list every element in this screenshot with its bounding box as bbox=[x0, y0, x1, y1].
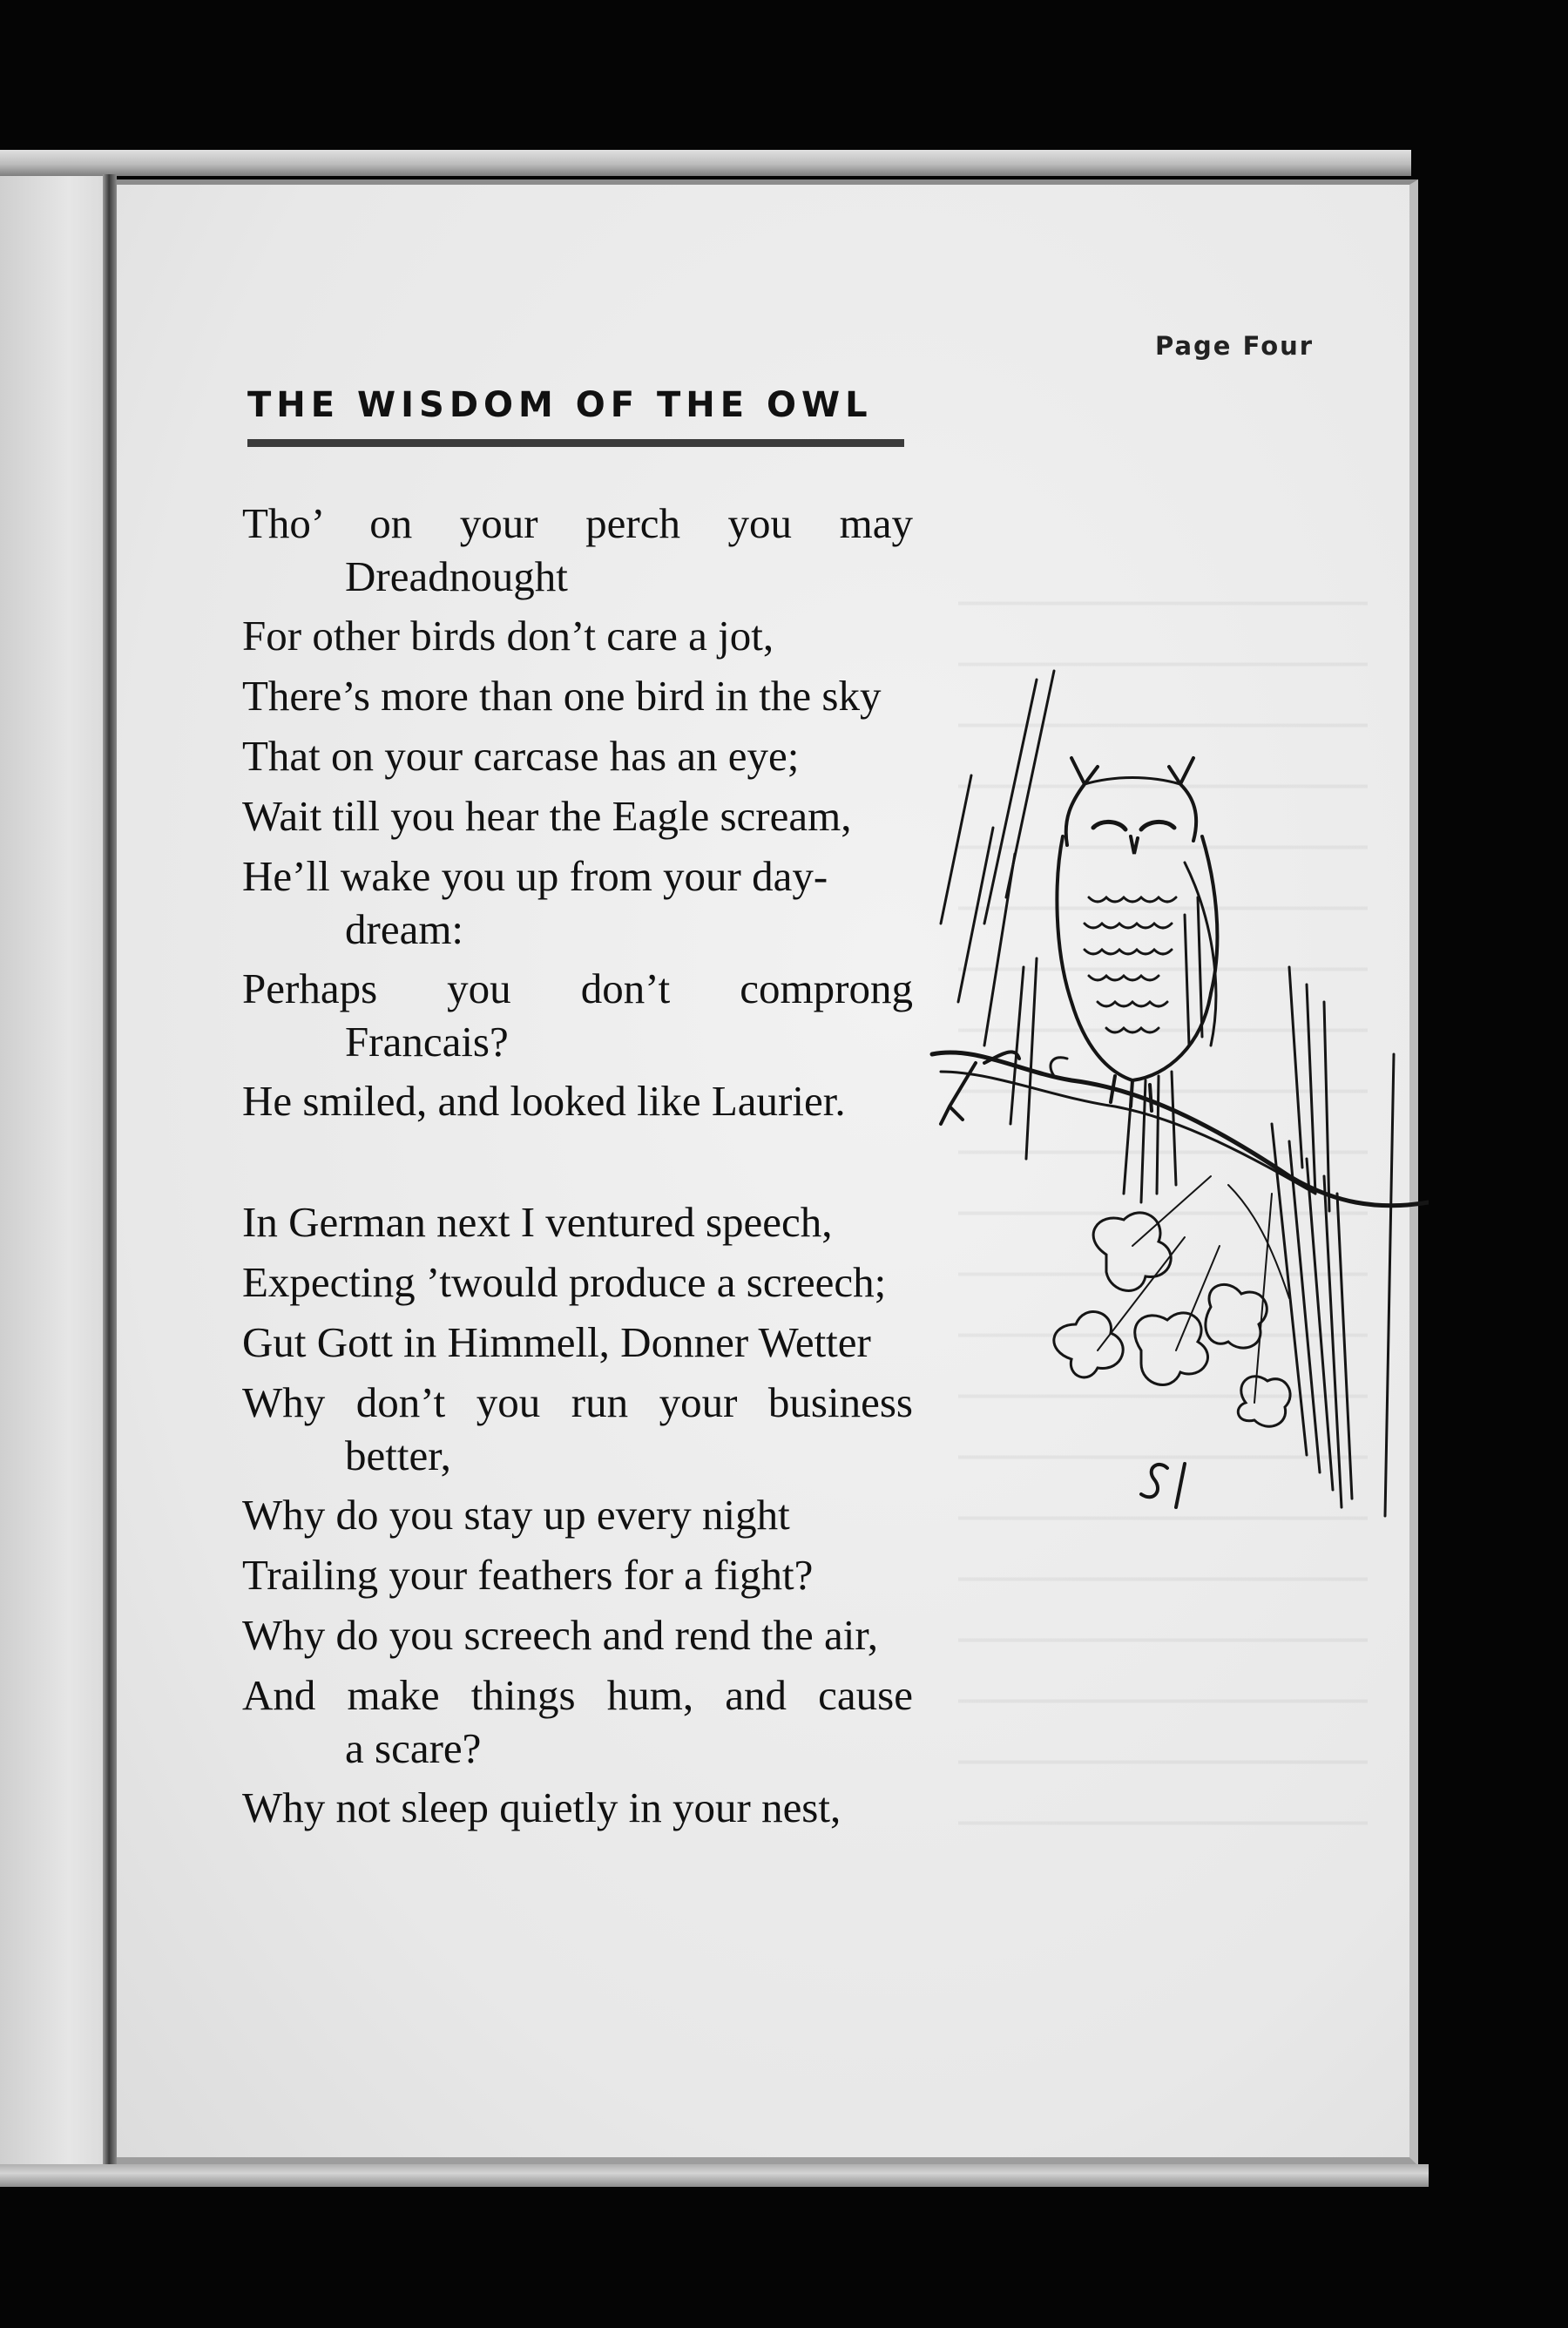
poem-line-continuation: Dreadnought bbox=[345, 552, 568, 600]
poem-line-continuation: dream: bbox=[345, 905, 464, 953]
owl-illustration bbox=[923, 636, 1429, 1533]
poem-stanza-2 bbox=[242, 1192, 913, 1837]
poem-line: There’s more than one bird in the sky bbox=[242, 672, 882, 720]
poem-line: Trailing your feathers for a fight? bbox=[242, 1551, 814, 1599]
poem-line: Tho’ on your perch you may bbox=[242, 499, 913, 547]
poem bbox=[242, 493, 913, 1837]
poem-line: He smiled, and looked like Laurier. bbox=[242, 1077, 846, 1125]
page-title: THE WISDOM OF THE OWL bbox=[247, 385, 873, 425]
poem-line: Why do you stay up every night bbox=[242, 1491, 790, 1539]
poem-line: Why do you screech and rend the air, bbox=[242, 1611, 879, 1659]
poem-stanza-1 bbox=[242, 493, 913, 1131]
page-top-edge bbox=[0, 150, 1411, 176]
poem-line: Wait till you hear the Eagle scream, bbox=[242, 792, 852, 840]
page-bottom-edge bbox=[0, 2164, 1429, 2187]
owl-on-branch-icon bbox=[923, 636, 1429, 1533]
poem-line: He’ll wake you up from your day- bbox=[242, 852, 828, 900]
poem-line-continuation: better, bbox=[345, 1431, 451, 1479]
poem-line: In German next I ventured speech, bbox=[242, 1198, 833, 1246]
poem-line: Expecting ’twould produce a screech; bbox=[242, 1258, 887, 1306]
poem-line: And make things hum, and cause bbox=[242, 1671, 913, 1719]
page-number: Page Four bbox=[1155, 331, 1315, 361]
stanza-gap bbox=[242, 1131, 913, 1192]
book-gutter bbox=[103, 174, 117, 2178]
title-underline bbox=[247, 439, 904, 447]
poem-line: Perhaps you don’t comprong bbox=[242, 964, 913, 1012]
poem-line-continuation: a scare? bbox=[345, 1724, 482, 1772]
previous-page-edge bbox=[0, 150, 115, 2182]
poem-line: That on your carcase has an eye; bbox=[242, 732, 800, 780]
poem-line: Why don’t you run your business bbox=[242, 1378, 913, 1426]
poem-line-continuation: Francais? bbox=[345, 1018, 509, 1066]
poem-line: Why not sleep quietly in your nest, bbox=[242, 1783, 841, 1831]
poem-line: Gut Gott in Himmell, Donner Wetter bbox=[242, 1318, 871, 1366]
poem-line: For other birds don’t care a jot, bbox=[242, 612, 774, 660]
